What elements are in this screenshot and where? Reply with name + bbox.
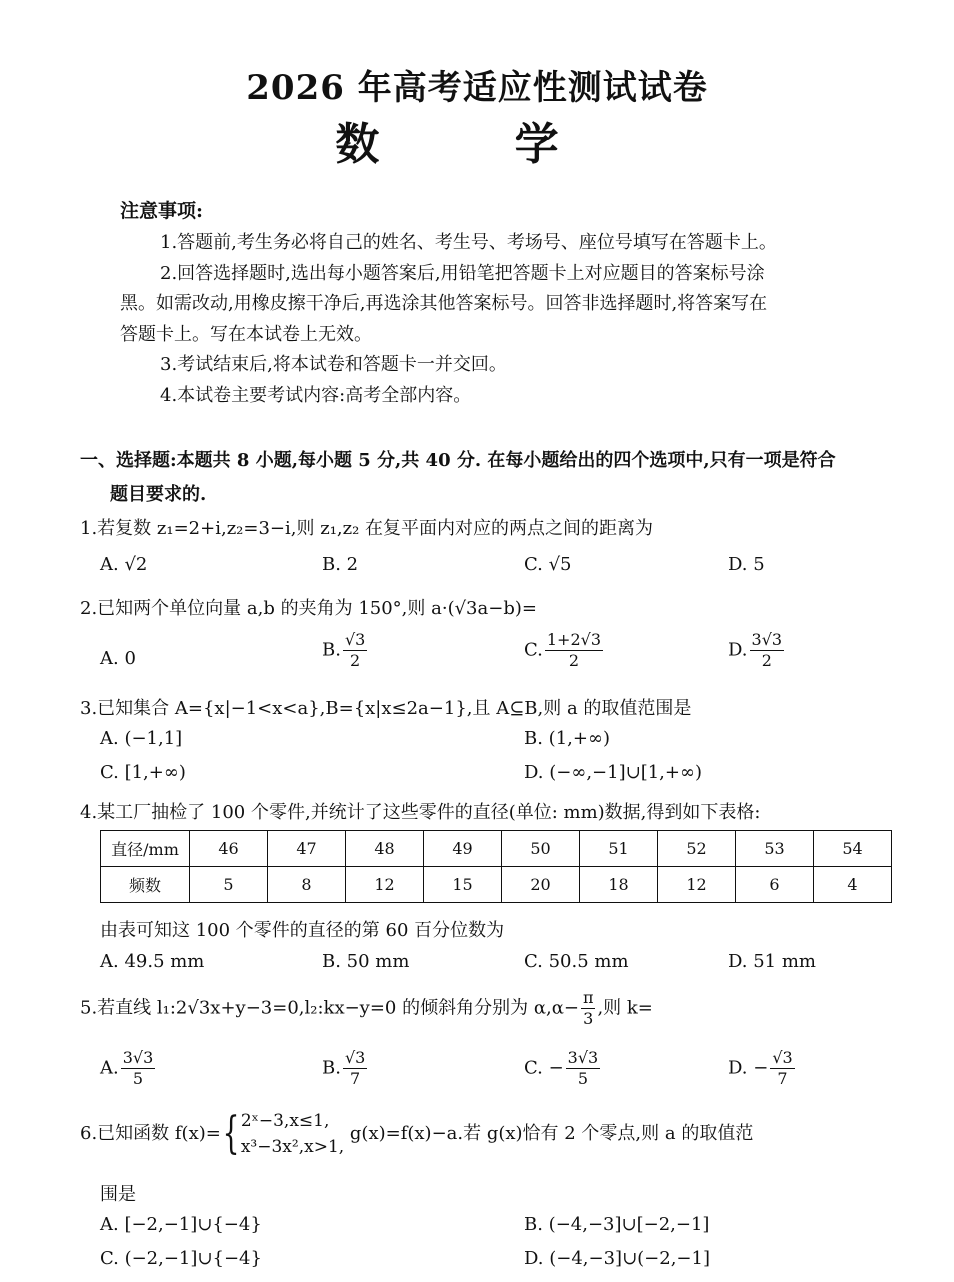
subject-title: 数 学 (335, 119, 619, 170)
question-6-option-b: B. (−4,−3]∪[−2,−1] (524, 1214, 710, 1235)
question-5-option-b (322, 1048, 369, 1089)
option-label: A. (100, 1057, 119, 1079)
denominator: 7 (777, 1069, 788, 1088)
table-cell: 4 (814, 867, 892, 903)
fraction (121, 1048, 156, 1089)
fraction (770, 1048, 794, 1089)
table-header-cell: 频数 (101, 867, 190, 903)
denominator: 2 (568, 651, 580, 670)
question-5-option-a (100, 1048, 157, 1089)
question-2-option-d (728, 630, 786, 671)
question-3-stem: 3.已知集合 A={x|−1<x<a},B={x|x≤2a−1},且 A⊆B,则 a 的取值范围是 (80, 698, 692, 719)
denominator: 5 (132, 1069, 144, 1088)
table-cell: 47 (268, 831, 346, 867)
numerator: √3 (772, 1048, 793, 1067)
fraction (566, 1048, 601, 1089)
question-2-option-a: A. 0 (100, 648, 136, 669)
numerator: 1+2√3 (546, 630, 601, 649)
stem-text: g(x)=f(x)−a.若 g(x)恰有 2 个零点,则 a 的取值范 (349, 1123, 754, 1144)
stem-text: 6.已知函数 f(x)= (80, 1123, 221, 1144)
table-cell: 20 (502, 867, 580, 903)
section-heading-line-1: 一、选择题:本题共 8 小题,每小题 5 分,共 40 分. 在每小题给出的四个选项中,只有一项是符合 (80, 450, 836, 471)
option-label: D. (728, 639, 748, 661)
left-brace: { (222, 1108, 240, 1159)
denominator: 2 (761, 651, 772, 670)
table-cell: 15 (424, 867, 502, 903)
table-cell: 5 (190, 867, 268, 903)
table-cell: 12 (346, 867, 424, 903)
option-label: D. − (728, 1057, 769, 1079)
question-6-option-a: A. [−2,−1]∪{−4} (100, 1214, 262, 1235)
denominator: 5 (577, 1069, 589, 1088)
notice-item-1: 1.答题前,考生务必将自己的姓名、考生号、考场号、座位号填写在答题卡上。 (160, 232, 777, 253)
table-header-cell: 直径/mm (101, 831, 190, 867)
question-3-option-b: B. (1,+∞) (524, 728, 610, 749)
fraction (343, 1048, 367, 1089)
question-5-option-d (728, 1048, 797, 1089)
question-3-option-c: C. [1,+∞) (100, 762, 186, 783)
question-4-option-c: C. 50.5 mm (524, 951, 629, 972)
notice-heading: 注意事项: (120, 200, 204, 222)
question-1-stem: 1.若复数 z₁=2+i,z₂=3−i,则 z₁,z₂ 在复平面内对应的两点之间的距离为 (80, 518, 654, 539)
question-1-option-a: A. √2 (100, 554, 148, 575)
notice-item-4: 4.本试卷主要考试内容:高考全部内容。 (160, 385, 472, 406)
question-1-option-d: D. 5 (728, 554, 765, 575)
question-5-stem (80, 988, 653, 1029)
question-6-option-d: D. (−4,−3]∪(−2,−1] (524, 1248, 710, 1269)
question-4-option-b: B. 50 mm (322, 951, 410, 972)
table-row-frequency (101, 867, 892, 903)
question-2-option-c (524, 630, 605, 671)
question-3-option-d: D. (−∞,−1]∪[1,+∞) (524, 762, 702, 783)
question-6-option-c: C. (−2,−1]∪{−4} (100, 1248, 262, 1269)
section-heading-line-2: 题目要求的. (110, 484, 207, 505)
question-4-option-a: A. 49.5 mm (100, 951, 205, 972)
option-label: C. − (524, 1057, 564, 1079)
table-cell: 53 (736, 831, 814, 867)
table-cell: 48 (346, 831, 424, 867)
table-cell: 18 (580, 867, 658, 903)
table-cell: 50 (502, 831, 580, 867)
notice-item-2-line-1: 2.回答选择题时,选出每小题答案后,用铅笔把答题卡上对应题目的答案标号涂 (160, 263, 765, 284)
stem-text: ,则 k= (597, 997, 653, 1019)
denominator: 2 (350, 651, 361, 670)
table-cell: 12 (658, 867, 736, 903)
piece-line-1: 2ˣ−3,x≤1, (240, 1111, 330, 1131)
option-label: B. (322, 1057, 341, 1079)
question-4-stem: 4.某工厂抽检了 100 个零件,并统计了这些零件的直径(单位: mm)数据,得到如下表格: (80, 802, 761, 823)
question-6-stem-line-2: 围是 (100, 1184, 136, 1205)
denominator: 3 (583, 1009, 594, 1028)
table-cell: 54 (814, 831, 892, 867)
piece-line-2: x³−3x²,x>1, (240, 1137, 345, 1157)
question-2-option-b (322, 630, 369, 671)
table-cell: 6 (736, 867, 814, 903)
table-cell: 46 (190, 831, 268, 867)
numerator: 3√3 (751, 630, 783, 649)
numerator: √3 (344, 1048, 366, 1067)
piecewise-definition (241, 1108, 344, 1160)
notice-item-3: 3.考试结束后,将本试卷和答题卡一并交回。 (160, 354, 507, 375)
notice-item-2-line-3: 答题卡上。写在本试卷上无效。 (120, 324, 372, 345)
table-cell: 52 (658, 831, 736, 867)
table-row-diameter (101, 831, 892, 867)
question-2-stem: 2.已知两个单位向量 a,b 的夹角为 150°,则 a·(√3a−b)= (80, 598, 537, 619)
question-5-option-c (524, 1048, 602, 1089)
exam-title: 2026 年高考适应性测试试卷 (246, 68, 708, 108)
question-3-option-a: A. (−1,1] (100, 728, 183, 749)
numerator: √3 (344, 630, 366, 649)
numerator: 3√3 (567, 1048, 599, 1067)
question-4-follow: 由表可知这 100 个零件的直径的第 60 百分位数为 (100, 920, 505, 941)
question-4-option-d: D. 51 mm (728, 951, 816, 972)
stem-text: 5.若直线 l₁:2√3x+y−3=0,l₂:kx−y=0 的倾斜角分别为 α,α− (80, 997, 579, 1019)
option-label: B. (322, 639, 341, 661)
fraction (750, 630, 785, 671)
table-cell: 51 (580, 831, 658, 867)
option-label: C. (524, 639, 543, 661)
question-1-option-b: B. 2 (322, 554, 359, 575)
numerator: π (582, 988, 594, 1007)
notice-item-2-line-2: 黑。如需改动,用橡皮擦干净后,再选涂其他答案标号。回答非选择题时,将答案写在 (120, 293, 768, 314)
fraction (545, 630, 603, 671)
question-6-stem (80, 1108, 753, 1160)
table-cell: 49 (424, 831, 502, 867)
diameter-frequency-table (100, 830, 892, 903)
fraction (581, 988, 596, 1029)
question-1-option-c: C. √5 (524, 554, 572, 575)
fraction (343, 630, 367, 671)
denominator: 7 (350, 1069, 361, 1088)
numerator: 3√3 (122, 1048, 154, 1067)
table-cell: 8 (268, 867, 346, 903)
